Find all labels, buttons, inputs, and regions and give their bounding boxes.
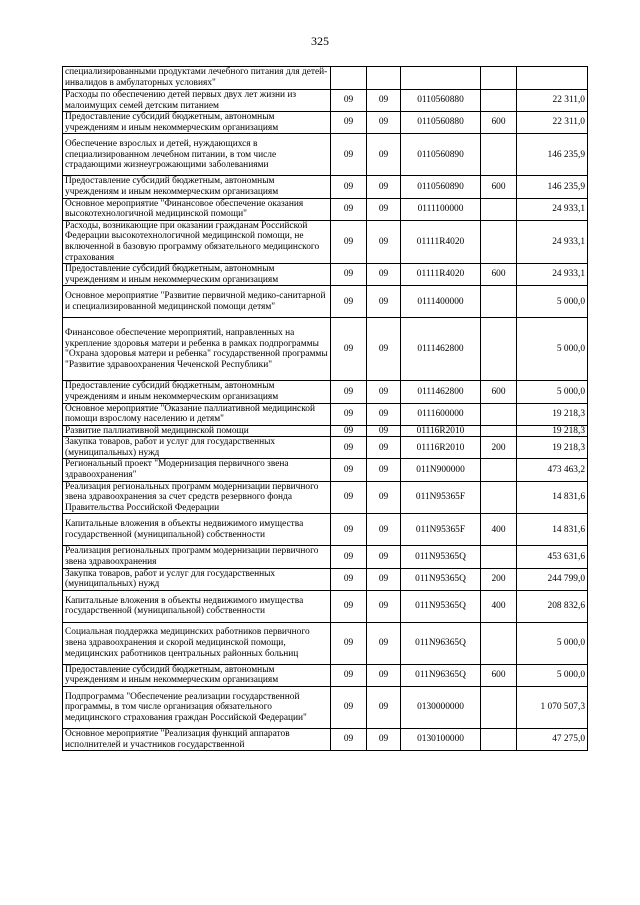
cell-csr: 01111R4020 xyxy=(401,264,481,286)
cell-sum: 19 218,3 xyxy=(517,437,588,459)
cell-pr: 09 xyxy=(367,264,401,286)
page-number: 325 xyxy=(311,34,329,48)
cell-pr: 09 xyxy=(367,318,401,381)
cell-vr xyxy=(481,622,517,664)
cell-vr: 200 xyxy=(481,568,517,590)
cell-csr: 01116R2010 xyxy=(401,425,481,437)
table-row xyxy=(63,687,588,729)
table-row xyxy=(63,459,588,481)
cell-name: Предоставление субсидий бюджетным, автономным учреждениям и иным некоммерческим организациям xyxy=(63,264,331,286)
table-row xyxy=(63,90,588,112)
cell-csr: 0110560890 xyxy=(401,134,481,176)
cell-pr: 09 xyxy=(367,546,401,568)
cell-vr: 600 xyxy=(481,381,517,403)
cell-vr xyxy=(481,546,517,568)
budget-table xyxy=(62,66,588,751)
table-row xyxy=(63,198,588,220)
cell-sum: 14 831,6 xyxy=(517,514,588,546)
cell-rz: 09 xyxy=(331,425,367,437)
cell-rz: 09 xyxy=(331,546,367,568)
cell-name: Предоставление субсидий бюджетным, автономным учреждениям и иным некоммерческим организациям xyxy=(63,664,331,686)
cell-rz: 09 xyxy=(331,568,367,590)
cell-rz: 09 xyxy=(331,318,367,381)
cell-pr: 09 xyxy=(367,286,401,318)
cell-vr: 600 xyxy=(481,264,517,286)
cell-vr xyxy=(481,459,517,481)
cell-vr xyxy=(481,134,517,176)
cell-rz: 09 xyxy=(331,176,367,198)
cell-vr: 600 xyxy=(481,112,517,134)
cell-name: Предоставление субсидий бюджетным, автономным учреждениям и иным некоммерческим организациям xyxy=(63,381,331,403)
cell-sum: 208 832,6 xyxy=(517,590,588,622)
cell-pr: 09 xyxy=(367,90,401,112)
cell-sum: 5 000,0 xyxy=(517,318,588,381)
table-row xyxy=(63,67,588,90)
cell-rz: 09 xyxy=(331,664,367,686)
cell-pr: 09 xyxy=(367,381,401,403)
cell-vr xyxy=(481,687,517,729)
cell-name: Подпрограмма "Обеспечение реализации государственной программы, в том числе организация обязательного медицинского страхования граждан Российской Федерации" xyxy=(63,687,331,729)
cell-rz: 09 xyxy=(331,403,367,425)
cell-rz: 09 xyxy=(331,459,367,481)
cell-sum: 24 933,1 xyxy=(517,264,588,286)
cell-vr xyxy=(481,729,517,751)
cell-vr xyxy=(481,481,517,514)
cell-rz: 09 xyxy=(331,90,367,112)
cell-vr xyxy=(481,198,517,220)
cell-vr: 600 xyxy=(481,664,517,686)
cell-name: Обеспечение взрослых и детей, нуждающихся в специализированном лечебном питании, в том числе страдающими жизнеугрожающими заболеваниями xyxy=(63,134,331,176)
cell-csr: 011N95365F xyxy=(401,481,481,514)
cell-name: Расходы, возникающие при оказании гражданам Российской Федерации высокотехнологичной медицинской помощи, не включенной в базовую программу обязательного медицинского страхования xyxy=(63,220,331,263)
cell-name: Реализация региональных программ модернизации первичного звена здравоохранения за счет средств резервного фонда Правительства Российской Федерации xyxy=(63,481,331,514)
cell-csr: 0111462800 xyxy=(401,381,481,403)
cell-vr xyxy=(481,220,517,263)
table-row xyxy=(63,220,588,263)
cell-rz: 09 xyxy=(331,729,367,751)
cell-pr: 09 xyxy=(367,403,401,425)
cell-csr: 0130100000 xyxy=(401,729,481,751)
cell-sum: 24 933,1 xyxy=(517,198,588,220)
cell-pr: 09 xyxy=(367,176,401,198)
cell-rz: 09 xyxy=(331,622,367,664)
cell-vr xyxy=(481,403,517,425)
cell-csr: 011N96365Q xyxy=(401,664,481,686)
cell-pr: 09 xyxy=(367,514,401,546)
cell-name: Социальная поддержка медицинских работников первичного звена здравоохранения и скорой медицинской помощи, медицинских работников центральных районных больниц xyxy=(63,622,331,664)
cell-name: Реализация региональных программ модернизации первичного звена здравоохранения xyxy=(63,546,331,568)
cell-vr: 400 xyxy=(481,590,517,622)
cell-name: Предоставление субсидий бюджетным, автономным учреждениям и иным некоммерческим организациям xyxy=(63,176,331,198)
table-row xyxy=(63,381,588,403)
table-row xyxy=(63,568,588,590)
cell-vr xyxy=(481,286,517,318)
cell-rz xyxy=(331,67,367,90)
cell-sum: 19 218,3 xyxy=(517,403,588,425)
cell-rz: 09 xyxy=(331,134,367,176)
cell-csr: 0110560890 xyxy=(401,176,481,198)
table-row xyxy=(63,437,588,459)
cell-sum: 19 218,3 xyxy=(517,425,588,437)
cell-pr: 09 xyxy=(367,687,401,729)
cell-rz: 09 xyxy=(331,381,367,403)
cell-pr: 09 xyxy=(367,134,401,176)
table-row xyxy=(63,622,588,664)
cell-sum: 47 275,0 xyxy=(517,729,588,751)
budget-table-body xyxy=(63,67,588,751)
cell-vr xyxy=(481,425,517,437)
table-row xyxy=(63,286,588,318)
cell-sum: 24 933,1 xyxy=(517,220,588,263)
cell-csr: 011N900000 xyxy=(401,459,481,481)
cell-name: Основное мероприятие "Реализация функций аппаратов исполнителей и участников государственной xyxy=(63,729,331,751)
cell-sum: 22 311,0 xyxy=(517,112,588,134)
cell-vr xyxy=(481,67,517,90)
cell-pr: 09 xyxy=(367,198,401,220)
cell-vr: 400 xyxy=(481,514,517,546)
cell-rz: 09 xyxy=(331,590,367,622)
table-row xyxy=(63,134,588,176)
cell-sum: 5 000,0 xyxy=(517,622,588,664)
cell-sum: 5 000,0 xyxy=(517,381,588,403)
cell-csr: 0111462800 xyxy=(401,318,481,381)
cell-name: Капитальные вложения в объекты недвижимого имущества государственной (муниципальной) собственности xyxy=(63,590,331,622)
cell-pr: 09 xyxy=(367,459,401,481)
cell-name: Основное мероприятие "Финансовое обеспечение оказания высокотехнологичной медицинской помощи" xyxy=(63,198,331,220)
cell-pr: 09 xyxy=(367,437,401,459)
cell-name: Расходы по обеспечению детей первых двух лет жизни из малоимущих семей детским питанием xyxy=(63,90,331,112)
cell-csr: 01116R2010 xyxy=(401,437,481,459)
cell-csr: 011N95365Q xyxy=(401,568,481,590)
table-row xyxy=(63,729,588,751)
cell-vr: 600 xyxy=(481,176,517,198)
cell-sum: 146 235,9 xyxy=(517,176,588,198)
cell-rz: 09 xyxy=(331,198,367,220)
cell-sum xyxy=(517,67,588,90)
cell-rz: 09 xyxy=(331,286,367,318)
cell-sum: 14 831,6 xyxy=(517,481,588,514)
cell-name: Закупка товаров, работ и услуг для государственных (муниципальных) нужд xyxy=(63,437,331,459)
cell-sum: 1 070 507,3 xyxy=(517,687,588,729)
table-row xyxy=(63,664,588,686)
cell-pr xyxy=(367,67,401,90)
cell-csr: 011N95365Q xyxy=(401,546,481,568)
cell-csr: 0111600000 xyxy=(401,403,481,425)
cell-name: Региональный проект "Модернизация первичного звена здравоохранения" xyxy=(63,459,331,481)
cell-name: Закупка товаров, работ и услуг для государственных (муниципальных) нужд xyxy=(63,568,331,590)
table-row xyxy=(63,546,588,568)
cell-name: специализированными продуктами лечебного питания для детей-инвалидов в амбулаторных условиях" xyxy=(63,67,331,90)
cell-name: Основное мероприятие "Оказание паллиативной медицинской помощи взрослому населению и детям" xyxy=(63,403,331,425)
cell-sum: 22 311,0 xyxy=(517,90,588,112)
cell-csr: 0111100000 xyxy=(401,198,481,220)
table-row xyxy=(63,318,588,381)
cell-pr: 09 xyxy=(367,220,401,263)
cell-name: Основное мероприятие "Развитие первичной медико-санитарной и специализированной медицинской помощи детям" xyxy=(63,286,331,318)
cell-sum: 5 000,0 xyxy=(517,286,588,318)
cell-csr xyxy=(401,67,481,90)
cell-name: Финансовое обеспечение мероприятий, направленных на укрепление здоровья матери и ребенка в рамках подпрограммы "Охрана здоровья матери и ребенка" государственной программы "Развитие здравоохранения Чеченской Республики" xyxy=(63,318,331,381)
cell-rz: 09 xyxy=(331,220,367,263)
cell-name: Предоставление субсидий бюджетным, автономным учреждениям и иным некоммерческим организациям xyxy=(63,112,331,134)
cell-vr xyxy=(481,90,517,112)
cell-name: Развитие паллиативной медицинской помощи xyxy=(63,425,331,437)
cell-csr: 0111400000 xyxy=(401,286,481,318)
cell-sum: 473 463,2 xyxy=(517,459,588,481)
cell-rz: 09 xyxy=(331,264,367,286)
cell-rz: 09 xyxy=(331,514,367,546)
cell-csr: 01111R4020 xyxy=(401,220,481,263)
table-row xyxy=(63,403,588,425)
cell-pr: 09 xyxy=(367,590,401,622)
cell-csr: 011N96365Q xyxy=(401,622,481,664)
table-row xyxy=(63,112,588,134)
table-row xyxy=(63,425,588,437)
cell-csr: 0130000000 xyxy=(401,687,481,729)
cell-pr: 09 xyxy=(367,729,401,751)
cell-pr: 09 xyxy=(367,664,401,686)
cell-csr: 011N95365F xyxy=(401,514,481,546)
cell-pr: 09 xyxy=(367,425,401,437)
cell-rz: 09 xyxy=(331,481,367,514)
cell-sum: 453 631,6 xyxy=(517,546,588,568)
cell-csr: 0110560880 xyxy=(401,90,481,112)
cell-vr xyxy=(481,318,517,381)
cell-sum: 244 799,0 xyxy=(517,568,588,590)
cell-rz: 09 xyxy=(331,687,367,729)
table-row xyxy=(63,481,588,514)
cell-pr: 09 xyxy=(367,481,401,514)
table-row xyxy=(63,514,588,546)
table-row xyxy=(63,590,588,622)
cell-sum: 5 000,0 xyxy=(517,664,588,686)
cell-rz: 09 xyxy=(331,112,367,134)
cell-vr: 200 xyxy=(481,437,517,459)
cell-name: Капитальные вложения в объекты недвижимого имущества государственной (муниципальной) собственности xyxy=(63,514,331,546)
cell-csr: 0110560880 xyxy=(401,112,481,134)
cell-pr: 09 xyxy=(367,568,401,590)
cell-rz: 09 xyxy=(331,437,367,459)
cell-sum: 146 235,9 xyxy=(517,134,588,176)
table-row xyxy=(63,176,588,198)
cell-csr: 011N95365Q xyxy=(401,590,481,622)
cell-pr: 09 xyxy=(367,112,401,134)
cell-pr: 09 xyxy=(367,622,401,664)
table-row xyxy=(63,264,588,286)
